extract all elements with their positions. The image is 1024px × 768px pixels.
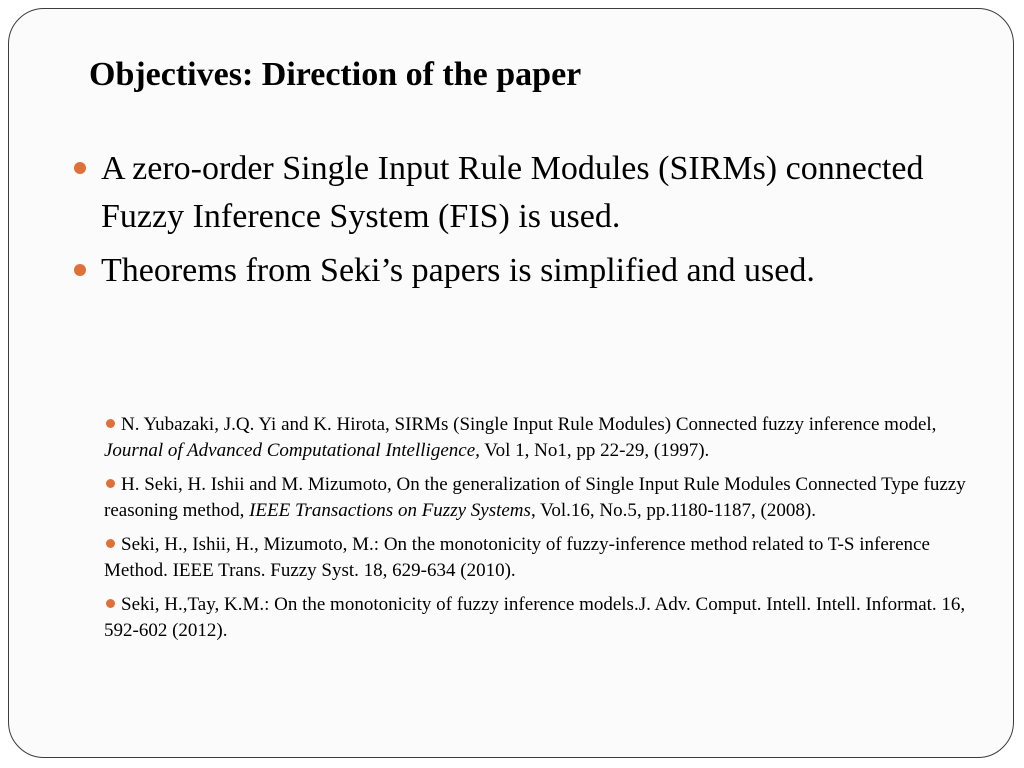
reference-details: Vol 1, No1, pp 22-29, (1997). <box>479 440 710 461</box>
reference-text: Seki, H.,Tay, K.M.: On the monotonicity of fuzzy inference models.J. Adv. Comput. Intell. Intell. Informat. 16, 592-602 (2012). <box>104 594 966 641</box>
slide-title: Objectives: Direction of the paper <box>89 56 582 93</box>
reference-dot-icon <box>106 599 115 608</box>
reference-journal: Journal of Advanced Computational Intelligence, <box>104 440 480 461</box>
reference-dot-icon <box>106 479 115 488</box>
reference-item <box>104 592 984 644</box>
reference-text: H. Seki, H. Ishii and M. Mizumoto, On the generalization of Single Input Rule Modules Connected Type fuzzy reasoning method, <box>104 474 966 521</box>
bullet-dot-icon <box>74 264 86 276</box>
reference-text: Seki, H., Ishii, H., Mizumoto, M.: On the monotonicity of fuzzy-inference method related to T-S inference Method. IEEE Trans. Fuzzy Syst. 18, 629-634 (2010). <box>104 534 930 581</box>
main-bullet-list <box>71 145 951 301</box>
reference-dot-icon <box>106 419 115 428</box>
reference-item <box>104 532 984 584</box>
reference-dot-icon <box>106 539 115 548</box>
bullet-text: Theorems from Seki’s papers is simplified and used. <box>101 252 815 289</box>
reference-item <box>104 412 984 464</box>
reference-details: , Vol.16, No.5, pp.1180-1187, (2008). <box>530 500 816 521</box>
reference-list <box>104 412 984 652</box>
bullet-dot-icon <box>74 162 86 174</box>
reference-text: N. Yubazaki, J.Q. Yi and K. Hirota, SIRMs (Single Input Rule Modules) Connected fuzzy inference model, <box>121 414 937 435</box>
bullet-text: A zero-order Single Input Rule Modules (SIRMs) connected Fuzzy Inference System (FIS) is used. <box>101 150 924 235</box>
reference-item <box>104 472 984 524</box>
reference-journal: IEEE Transactions on Fuzzy Systems <box>249 500 531 521</box>
slide-frame <box>8 8 1014 758</box>
bullet-item <box>71 145 951 241</box>
bullet-item <box>71 247 951 295</box>
